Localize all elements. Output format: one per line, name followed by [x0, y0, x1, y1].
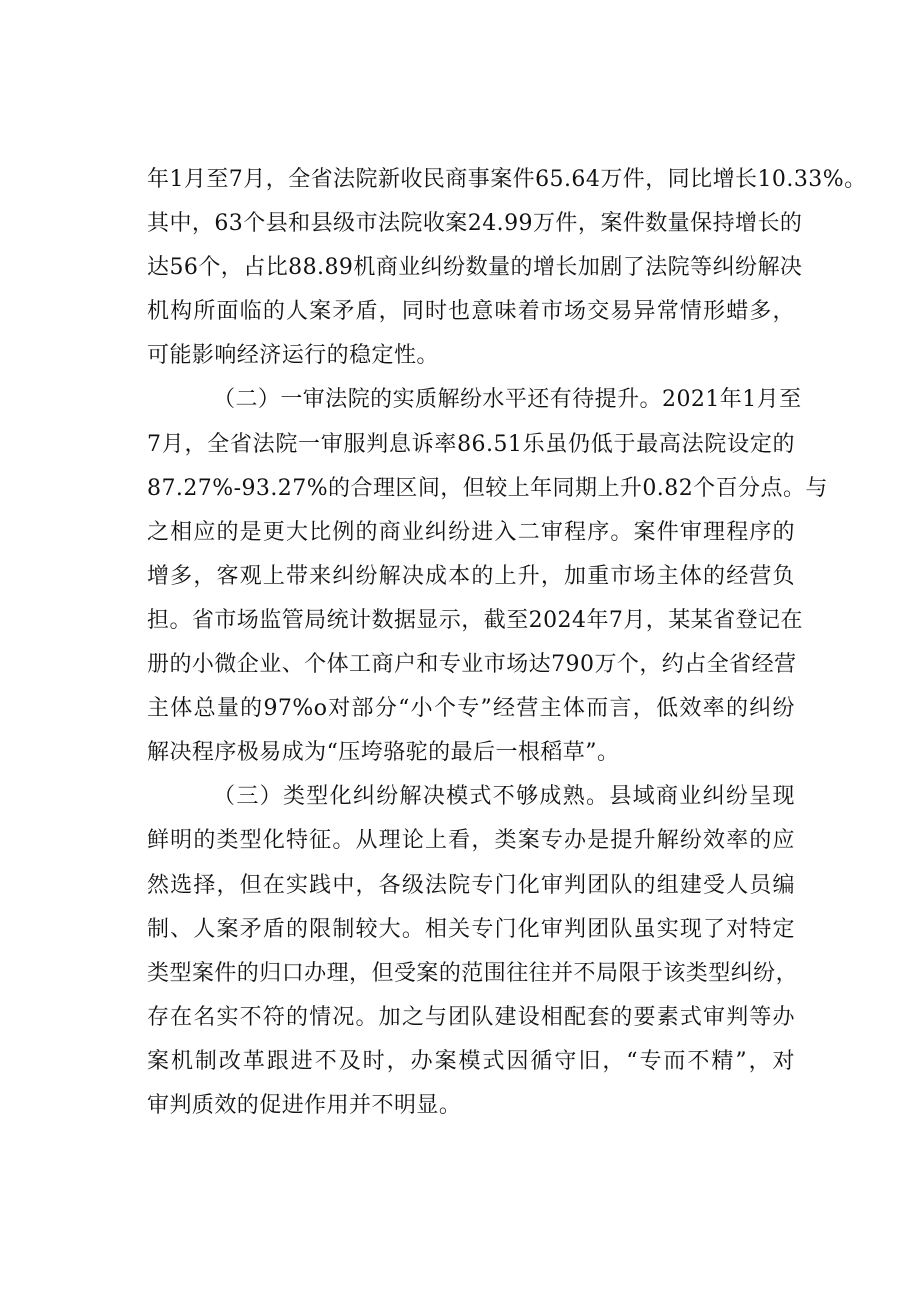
text-line: 主体总量的97%o对部分“小个专”经营主体而言，低效率的纠纷	[147, 696, 795, 722]
paragraph-heading-line: （二）一审法院的实质解纷水平还有待提升。2021年1月至	[213, 387, 802, 413]
text-line: 制、人案矛盾的限制较大。相关专门化审判团队虽实现了对特定	[147, 916, 795, 942]
text-line: 可能影响经济运行的稳定性。	[147, 343, 439, 369]
document-body	[147, 158, 867, 1128]
text-line: 然选择，但在实践中，各级法院专门化审判团队的组建受人员编	[147, 872, 795, 898]
text-line: 鲜明的类型化特征。从理论上看，类案专办是提升解纷效率的应	[147, 828, 795, 854]
text-line: 类型案件的归口办理，但受案的范围往往并不局限于该类型纠纷，	[147, 960, 799, 986]
text-line: 担。省市场监管局统计数据显示，截至2024年7月，某某省登记在	[147, 607, 803, 633]
text-line: 存在名实不符的情况。加之与团队建设相配套的要素式审判等办	[147, 1004, 795, 1030]
text-line: 解决程序极易成为“压垮骆驼的最后一根稻草”。	[147, 740, 620, 766]
text-line: 7月，全省法院一审服判息诉率86.51乐虽仍低于最高法院设定的	[147, 431, 795, 457]
text-line: 87.27%-93.27%的合理区间，但较上年同期上升0.82个百分点。与	[147, 475, 828, 501]
text-line: 达56个，占比88.89机商业纠纷数量的增长加剧了法院等纠纷解决	[147, 255, 803, 281]
text-line: 册的小微企业、个体工商户和专业市场达790万个，约占全省经营	[147, 652, 797, 678]
paragraph-2	[147, 378, 828, 775]
text-line: 之相应的是更大比例的商业纠纷进入二审程序。案件审理程序的	[147, 519, 795, 545]
text-line: 审判质效的促进作用并不明显。	[147, 1092, 462, 1118]
text-line: 机构所面临的人案矛盾，同时也意味着市场交易异常情形蜡多，	[147, 299, 795, 325]
paragraph-1	[147, 158, 867, 378]
text-line: 其中，63个县和县级市法院收案24.99万件，案件数量保持增长的	[147, 211, 803, 237]
text-line: 增多，客观上带来纠纷解决成本的上升，加重市场主体的经营负	[147, 563, 795, 589]
paragraph-3	[147, 775, 799, 1128]
text-line: 案机制改革跟进不及时，办案模式因循守旧，“专而不精”，对	[147, 1048, 795, 1074]
text-line: 年1月至7月，全省法院新收民商事案件65.64万件，同比增长10.33%。	[147, 167, 867, 192]
paragraph-heading-line: （三）类型化纠纷解决模式不够成熟。县域商业纠纷呈现	[213, 784, 795, 810]
